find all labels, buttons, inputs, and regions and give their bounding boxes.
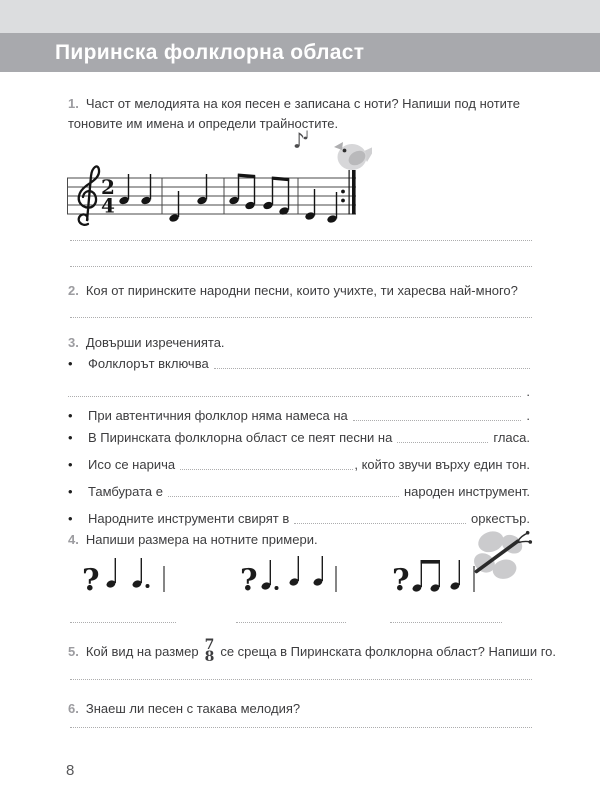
answer-fill[interactable] xyxy=(68,396,521,397)
answer-fill[interactable] xyxy=(214,368,530,369)
question-3-text: Довърши изреченията. xyxy=(85,335,225,350)
sentence-start: Народните инструменти свирят в xyxy=(88,511,290,526)
quarter-note-icon xyxy=(313,556,324,587)
melody-notes xyxy=(118,174,337,224)
question-1-number: 1. xyxy=(68,96,79,111)
question-4-number: 4. xyxy=(68,532,79,547)
fill-in-sentence xyxy=(68,457,530,473)
question-5-text-before: Кой вид на размер xyxy=(85,643,199,659)
sentence-start: Тамбурата е xyxy=(88,484,163,499)
unknown-meter-mark: ? xyxy=(82,563,100,598)
answer-fill[interactable] xyxy=(168,496,399,497)
singing-notes-icon xyxy=(295,131,308,148)
question-2-text: Коя от пиринските народни песни, които учихте, ти харесва най-много? xyxy=(85,283,518,298)
answer-line[interactable] xyxy=(70,622,176,623)
question-6 xyxy=(68,699,532,719)
repeat-end-barline xyxy=(341,170,356,215)
answer-fill[interactable] xyxy=(180,469,353,470)
question-2 xyxy=(68,281,532,301)
sentence-end: . xyxy=(526,408,530,423)
question-3 xyxy=(68,333,532,353)
page-number: 8 xyxy=(66,762,75,779)
bullet-icon: • xyxy=(68,511,73,526)
sentence-start: Фолклорът включва xyxy=(88,356,209,371)
bullet-icon: • xyxy=(68,457,73,472)
time-signature-bottom: 4 xyxy=(101,193,115,218)
fill-in-sentence xyxy=(68,356,530,372)
question-6-text: Знаеш ли песен с такава мелодия? xyxy=(85,701,301,716)
quarter-note-icon xyxy=(450,560,461,591)
answer-line[interactable] xyxy=(70,266,532,267)
answer-fill[interactable] xyxy=(353,420,522,421)
eighth-note-pair-icon xyxy=(412,560,441,593)
unknown-meter-mark: ? xyxy=(392,563,410,598)
fill-in-sentence xyxy=(68,484,530,500)
question-1-text: Част от мелодията на коя песен е записана с ноти? Напиши под нотите тоновите им имена и определи трайностите. xyxy=(68,96,520,131)
sentence-start: При автентичния фолклор няма намеса на xyxy=(88,408,348,423)
question-4-text: Напиши размера на нотните примери. xyxy=(85,532,318,547)
quarter-note-icon xyxy=(289,556,300,587)
bullet-icon: • xyxy=(68,484,73,499)
answer-fill[interactable] xyxy=(397,442,488,443)
dotted-quarter-note-icon xyxy=(132,558,150,589)
bullet-icon: • xyxy=(68,430,73,445)
answer-fill[interactable] xyxy=(294,523,466,524)
answer-line[interactable] xyxy=(236,622,346,623)
quarter-note-icon xyxy=(106,558,117,589)
answer-line[interactable] xyxy=(70,679,532,680)
note-example-1 xyxy=(80,550,180,598)
unknown-meter-mark: ? xyxy=(240,563,258,598)
question-5-number: 5. xyxy=(68,643,79,659)
bird-icon xyxy=(334,142,372,170)
dotted-quarter-note-icon xyxy=(261,560,279,591)
time-signature-top: 2 xyxy=(101,175,115,199)
top-strip xyxy=(0,0,600,33)
answer-line[interactable] xyxy=(70,240,532,241)
question-6-number: 6. xyxy=(68,701,79,716)
answer-line[interactable] xyxy=(70,727,532,728)
fill-in-sentence xyxy=(68,384,530,400)
sentence-start: В Пиринската фолклорна област се пеят песни на xyxy=(88,430,393,445)
answer-line[interactable] xyxy=(70,317,532,318)
sentence-end: гласа. xyxy=(493,430,530,445)
page-title: Пиринска фолклорна област xyxy=(55,40,365,64)
meter-numerator: 7 xyxy=(204,637,215,653)
answer-line[interactable] xyxy=(390,622,502,623)
question-5 xyxy=(68,639,558,663)
section-header xyxy=(0,33,600,72)
note-example-2 xyxy=(238,548,350,598)
question-5-text-after: се среща в Пиринската фолклорна област? Напиши го. xyxy=(220,643,557,659)
melody-staff xyxy=(62,128,372,233)
sentence-end: оркестър. xyxy=(471,511,530,526)
fill-in-sentence xyxy=(68,430,530,446)
bullet-icon: • xyxy=(68,408,73,423)
sentence-end: , който звучи върху един тон. xyxy=(354,457,530,472)
bullet-icon: • xyxy=(68,356,73,371)
meter-denominator: 8 xyxy=(204,649,215,665)
sentence-end: . xyxy=(526,384,530,399)
sentence-start: Исо се нарича xyxy=(88,457,176,472)
question-2-number: 2. xyxy=(68,283,79,298)
butterfly-icon xyxy=(462,524,538,594)
fill-in-sentence xyxy=(68,511,530,527)
fill-in-sentence xyxy=(68,408,530,424)
question-3-number: 3. xyxy=(68,335,79,350)
meter-fraction xyxy=(205,639,215,663)
sentence-end: народен инструмент. xyxy=(404,484,530,499)
